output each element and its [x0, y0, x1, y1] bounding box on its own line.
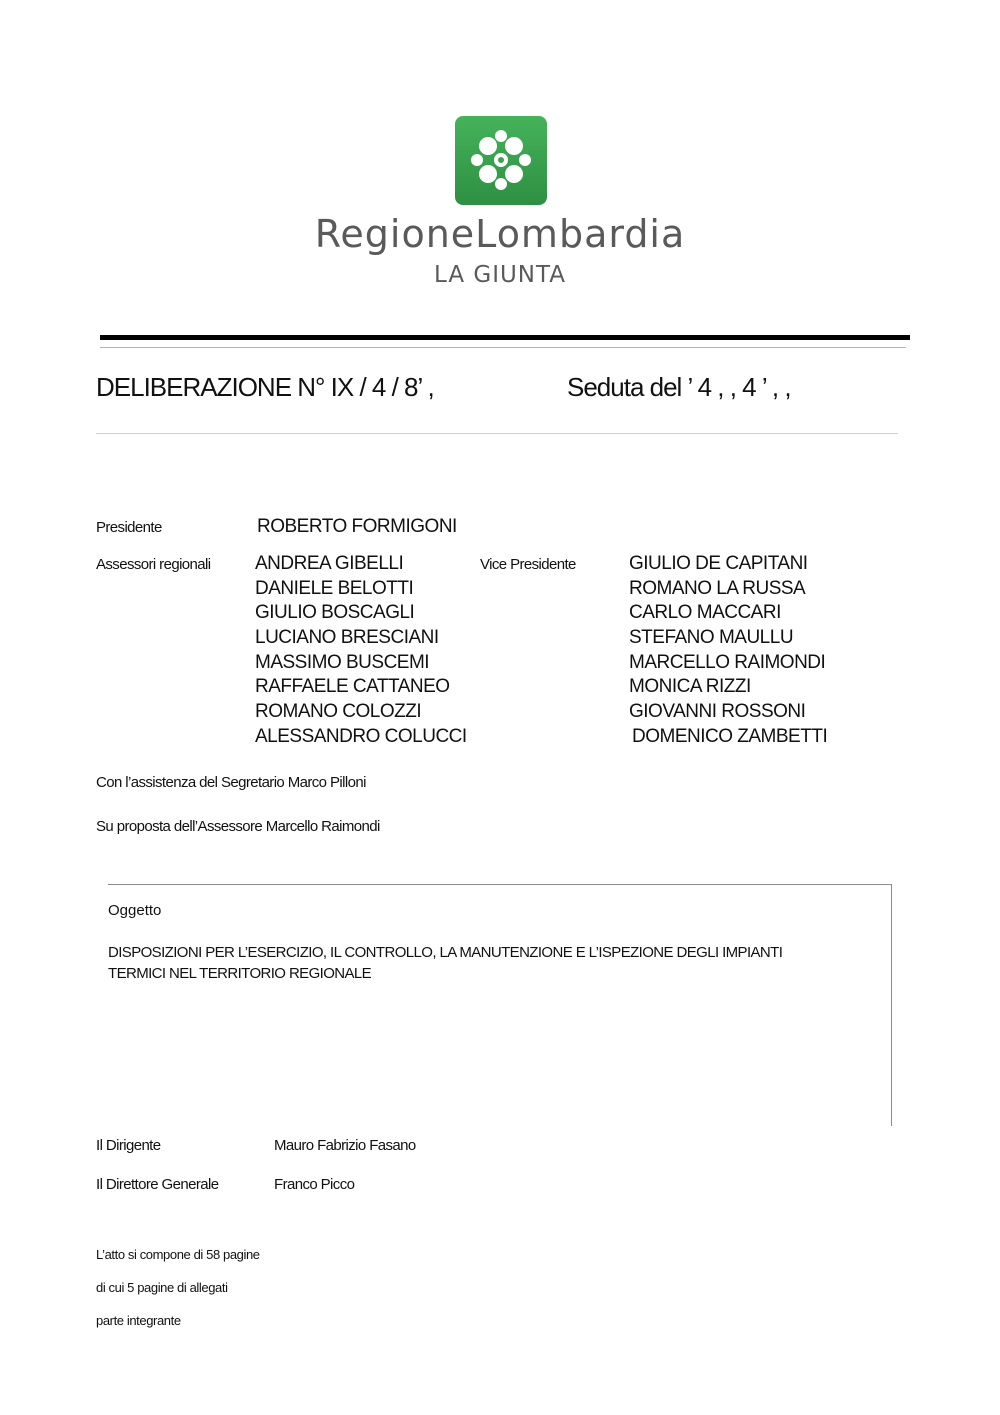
region-logo-icon: [455, 116, 547, 205]
assistenza-text: Con l’assistenza del Segretario Marco Pilloni: [96, 774, 366, 791]
assessore-name: STEFANO MAULLU: [629, 627, 794, 648]
seduta-date: Seduta del ’ 4 , , 4 ’ , ,: [567, 372, 791, 402]
regione-lombardia-rose-icon: [455, 116, 547, 205]
assessore-name: DANIELE BELOTTI: [255, 578, 414, 599]
assessore-name: MASSIMO BUSCEMI: [255, 652, 430, 673]
assessore-name: CARLO MACCARI: [629, 602, 781, 623]
assessore-name: ROMANO COLOZZI: [255, 701, 422, 722]
assessore-name: MONICA RIZZI: [629, 676, 751, 697]
assessore-name: ALESSANDRO COLUCCI: [255, 726, 467, 747]
header-divider: [100, 335, 910, 340]
pagine-text: L’atto si compone di 58 pagine: [96, 1247, 260, 1262]
title-divider: [96, 433, 898, 434]
delibera-title: DELIBERAZIONE N° IX / 4 / 8’ ,: [96, 372, 434, 402]
presidente-name: ROBERTO FORMIGONI: [257, 516, 457, 537]
assessori-label: Assessori regionali: [96, 556, 211, 573]
dirigente-label: Il Dirigente: [96, 1137, 161, 1154]
oggetto-text: [108, 942, 898, 984]
parte-integrante-text: parte integrante: [96, 1313, 181, 1328]
assessore-name: GIULIO BOSCAGLI: [255, 602, 415, 623]
org-subtitle: LA GIUNTA: [433, 262, 567, 288]
proposta-text: Su proposta dell’Assessore Marcello Raimondi: [96, 818, 380, 835]
oggetto-box: [108, 884, 892, 1126]
assessore-name: GIULIO DE CAPITANI: [629, 553, 808, 574]
assessore-name: ANDREA GIBELLI: [255, 553, 404, 574]
assessore-name: RAFFAELE CATTANEO: [255, 676, 450, 697]
presidente-label: Presidente: [96, 519, 162, 536]
assessore-name: ROMANO LA RUSSA: [629, 578, 806, 599]
direttore-name: Franco Picco: [274, 1176, 355, 1193]
assessore-name: MARCELLO RAIMONDI: [629, 652, 826, 673]
assessore-name: LUCIANO BRESCIANI: [255, 627, 439, 648]
header-divider-thin: [100, 347, 906, 348]
org-name: RegioneLombardia: [314, 212, 686, 256]
dirigente-name: Mauro Fabrizio Fasano: [274, 1137, 416, 1154]
direttore-label: Il Direttore Generale: [96, 1176, 219, 1193]
assessore-name: DOMENICO ZAMBETTI: [632, 726, 828, 747]
oggetto-line: TERMICI NEL TERRITORIO REGIONALE: [108, 965, 372, 982]
allegati-text: di cui 5 pagine di allegati: [96, 1280, 228, 1295]
vice-presidente-label: Vice Presidente: [480, 556, 576, 573]
assessore-name: GIOVANNI ROSSONI: [629, 701, 806, 722]
oggetto-line: DISPOSIZIONI PER L’ESERCIZIO, IL CONTROLLO, LA MANUTENZIONE E L’ISPEZIONE DEGLI IMPIANTI: [108, 944, 783, 961]
oggetto-label: Oggetto: [108, 902, 162, 919]
